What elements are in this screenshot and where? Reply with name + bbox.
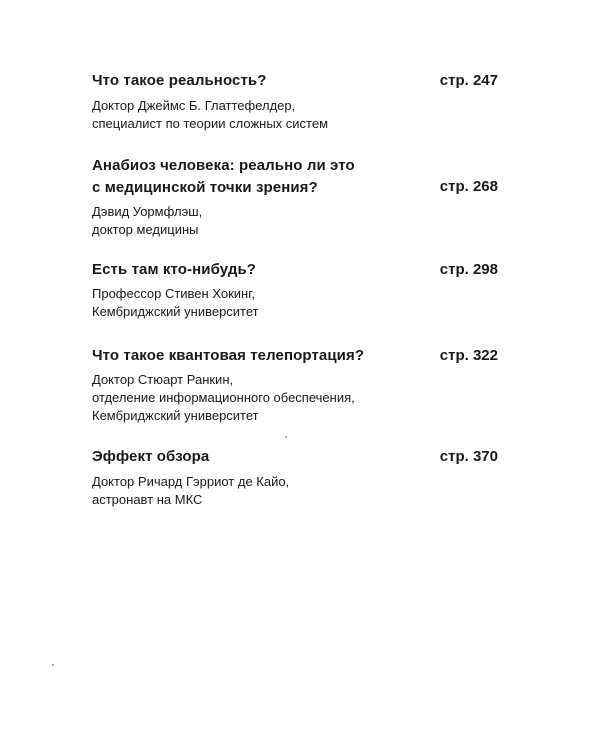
entry-page-number: стр. 247 (439, 72, 498, 89)
entry-author: Доктор Стюарт Ранкин, отделение информационного обеспечения, Кембриджский университет (92, 372, 355, 423)
entry-page-number: стр. 322 (439, 347, 498, 364)
entry-title: Есть там кто-нибудь? (92, 261, 257, 278)
entry-author: Доктор Джеймс Б. Глаттефелдер, специалист по теории сложных систем (92, 98, 329, 131)
entry-title: Анабиоз человека: реально ли это с медицинской точки зрения? (92, 157, 355, 196)
entry-author: Дэвид Уормфлэш, доктор медицины (92, 204, 203, 237)
entry-page-number: стр. 370 (439, 448, 498, 465)
entry-author: Доктор Ричард Гэрриот де Кайо, астронавт на МКС (92, 474, 290, 507)
entry-author: Профессор Стивен Хокинг, Кембриджский университет (92, 286, 259, 319)
entry-title: Что такое реальность? (92, 72, 267, 89)
scan-speck (285, 436, 287, 438)
entry-title: Эффект обзора (92, 448, 210, 465)
entry-page-number: стр. 298 (439, 261, 498, 278)
entry-page-number: стр. 268 (439, 178, 498, 195)
scan-speck (52, 664, 54, 666)
entry-title: Что такое квантовая телепортация? (92, 347, 365, 364)
